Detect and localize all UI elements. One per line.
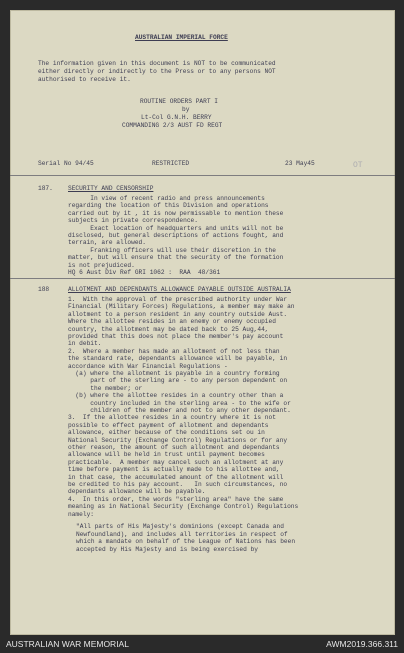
body-text-line: part of the sterling are - to any person dependent on <box>68 377 288 385</box>
footer-bar <box>0 636 404 653</box>
body-text-line: 3. If the allottee resides in a country where it is not <box>68 414 276 422</box>
body-text-line: subjects in private correspondence. <box>68 217 198 225</box>
body-text-line: matter, but will ensure that the security of the formation <box>68 254 284 262</box>
orders-by: by <box>182 106 190 113</box>
body-text-line: (b) where the allottee resides in a country other than a <box>68 392 284 400</box>
body-text-line: allotment to a person resident in any country outside Aust. <box>68 310 288 318</box>
date-stamp: OT <box>353 161 363 170</box>
body-text-line: be credited to his pay account. In such circumstances, no <box>68 481 288 488</box>
body-text-line: possible to effect payment of allotment and dependants <box>68 421 269 429</box>
section-heading: ALLOTMENT AND DEPENDANTS ALLOWANCE PAYABLE OUTSIDE AUSTRALIA <box>68 286 291 293</box>
divider <box>10 175 395 176</box>
body-text-line: HQ 6 Aust Div Ref GRI 1062 : RAA 48/361 <box>68 269 221 276</box>
body-text-line: In view of recent radio and press announcements <box>68 195 265 202</box>
body-text-line: the standard rate, dependants allowance will be payable, in <box>68 355 288 363</box>
body-text-line: Where the allottee resides in an enemy or enemy occupied <box>68 318 276 326</box>
serial-number: Serial No 94/45 <box>38 160 94 167</box>
body-text-line: terrain, are allowed. <box>68 239 146 247</box>
footer-credit: AUSTRALIAN WAR MEMORIAL <box>6 639 129 649</box>
body-text-line: Financial (Military Forces) Regulations, a member may make an <box>68 303 295 311</box>
body-text-line: 4. In this order, the words "sterling area" have the same <box>68 495 284 503</box>
body-text-line: accordance with War Financial Regulations - <box>68 362 228 370</box>
divider <box>10 278 395 279</box>
body-text-line: accepted by His Majesty and is being exercised by <box>76 545 258 553</box>
body-text-line: in debit. <box>68 340 102 348</box>
footer-accession-number: AWM2019.366.311 <box>326 639 398 649</box>
body-text-line: "All parts of His Majesty's dominions (except Canada and <box>76 523 284 530</box>
body-text-line: disclosed, but general descriptions of actions fought, and <box>68 232 284 239</box>
body-text-line: (a) where the allotment is payable in a country forming <box>68 370 280 377</box>
section-heading: SECURITY AND CENSORSHIP <box>68 185 154 192</box>
body-text-line: regarding the location of this Division and operations <box>68 202 269 210</box>
body-text-line: Exact location of headquarters and units will not be <box>68 224 284 232</box>
section-number: 187. <box>38 185 53 192</box>
body-text-line: Newfoundland), and includes all territories in respect of <box>76 530 288 538</box>
body-text-line: dependants allowance will be payable. <box>68 488 206 496</box>
command-title: COMMANDING 2/3 AUST FD REGT <box>122 122 223 129</box>
security-notice-line: The information given in this document is NOT to be communicated <box>38 60 276 67</box>
body-text-line: country, the allotment may be dated back to 25 Aug,44, <box>68 325 269 333</box>
body-text-line: carried out by it , it is now permissable to mention these <box>68 209 284 217</box>
body-text-line: is not prejudiced. <box>68 261 135 269</box>
document-page <box>10 10 395 635</box>
body-text-line: Franking officers will use their discretion in the <box>68 246 276 254</box>
document-title: AUSTRALIAN IMPERIAL FORCE <box>135 34 228 41</box>
body-text-line: meaning as in National Security (Exchange Control) Regulations <box>68 503 299 511</box>
body-text-line: National Security (Exchange Control) Regulations or for any <box>68 436 288 444</box>
body-text-line: allowance will be held in trust until payment becomes <box>68 451 265 459</box>
body-text-line: the member; or <box>68 384 143 392</box>
body-text-line: which a mandate on behalf of the League of Nations has been <box>76 538 296 546</box>
orders-title: ROUTINE ORDERS PART I <box>140 98 218 105</box>
body-text-line: 1. With the approval of the prescribed authority under War <box>68 296 288 303</box>
body-text-line: time before payment is actually made to his allottee and, <box>68 466 280 474</box>
body-text-line: other reason, the amount of such allotment and dependants <box>68 444 280 451</box>
body-text-line: allowance, either because of the conditions set ou in <box>68 429 265 437</box>
body-text-line: children of the member and not to any other dependant. <box>68 407 291 414</box>
security-notice-line: either directly or indirectly to the Press or to any persons NOT <box>38 68 276 75</box>
section-number: 188 <box>38 286 50 293</box>
order-date: 23 May45 <box>285 160 315 167</box>
body-text-line: namely: <box>68 510 94 518</box>
security-notice-line: authorised to receive it. <box>38 76 131 83</box>
classification: RESTRICTED <box>152 160 190 167</box>
commander-name: Lt-Col G.N.H. BERRY <box>141 114 212 121</box>
body-text-line: provided that this does not place the member's pay account <box>68 333 284 340</box>
body-text-line: country included in the sterling area - to the wife or <box>68 399 291 407</box>
body-text-line: 2. Where a member has made an allotment of not less than <box>68 347 280 355</box>
body-text-line: practicable. A member may cancel such an allotment at any <box>68 458 284 466</box>
body-text-line: in that case, the accumulated amount of the allotment will <box>68 473 284 481</box>
